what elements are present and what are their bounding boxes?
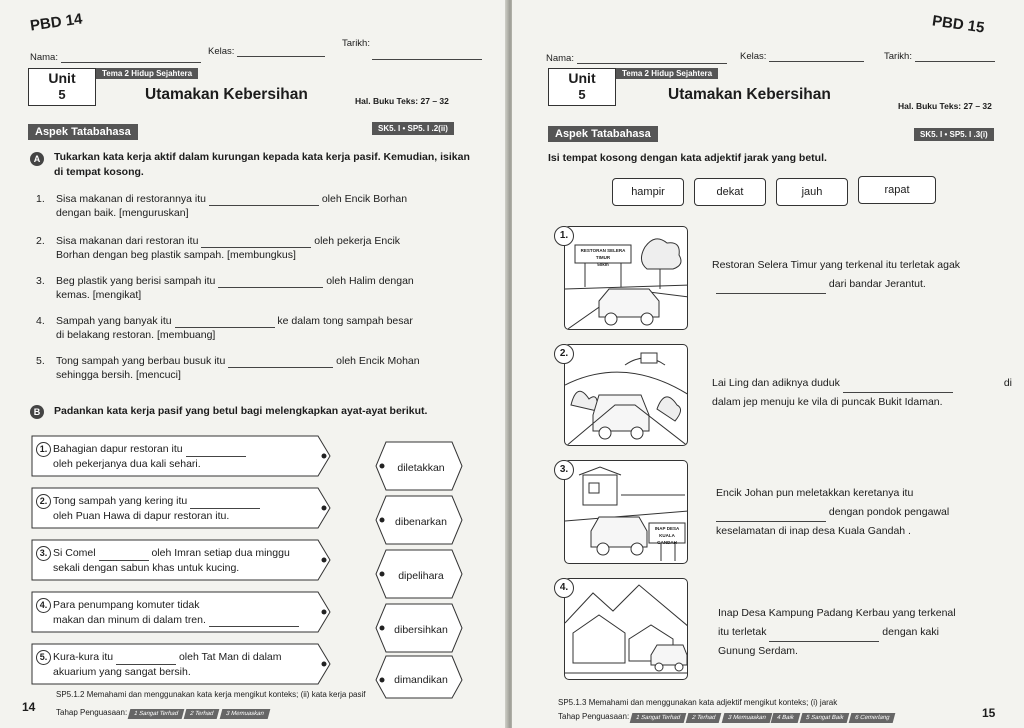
picture-1 [564, 226, 688, 330]
homestay-mountain-illustration [565, 579, 688, 680]
picture-number: 1. [554, 226, 574, 246]
question-b-4: 4. Para penumpang komuter tidak makan dan minum di dalam tren. [36, 598, 316, 627]
page-title: Utamakan Kebersihan [145, 86, 308, 103]
answer-blank[interactable] [209, 205, 319, 206]
restaurant-road-illustration [565, 227, 688, 330]
tema-tag: Tema 2 Hidup Sejahtera [616, 68, 718, 79]
pbd-label: PBD 14 [29, 10, 84, 35]
section-a-badge: A [30, 152, 44, 166]
option-b-2[interactable]: dibenarkan [395, 516, 447, 528]
option-b-4[interactable]: dibersihkan [394, 624, 448, 636]
page-number: 14 [22, 700, 36, 714]
footer-tahap: Tahap Penguasaan: 1 Sangat Terhad 2 Terhad 3 Memuaskan [56, 708, 270, 719]
right-page [512, 0, 1024, 728]
picture-number: 2. [554, 344, 574, 364]
word-dekat[interactable]: dekat [694, 178, 766, 206]
section-a-instruction [30, 150, 470, 180]
tarikh-label: Tarikh: [884, 51, 995, 62]
instruction: Isi tempat kosong dengan kata adjektif jarak yang betul. [548, 152, 827, 164]
answer-blank[interactable] [716, 293, 826, 294]
option-b-3[interactable]: dipelihara [398, 570, 444, 582]
hal-buku-teks: Hal. Buku Teks: 27 – 32 [355, 96, 449, 106]
kelas-label: Kelas: [208, 46, 325, 57]
answer-blank[interactable] [769, 641, 879, 642]
answer-blank[interactable] [716, 521, 826, 522]
answer-blank[interactable] [228, 367, 333, 368]
item-4-text: Inap Desa Kampung Padang Kerbau yang terkenal itu terletak dengan kaki Gunung Serdam. [718, 607, 956, 657]
unit-number: 5 [58, 87, 66, 102]
aspek-label: Aspek Tatabahasa [28, 124, 138, 140]
hal-buku-teks: Hal. Buku Teks: 27 – 32 [898, 101, 992, 111]
question-a-1: 1. Sisa makanan di restorannya itu oleh Encik Borhan dengan baik. [menguruskan] [36, 193, 408, 219]
word-hampir[interactable]: hampir [612, 178, 684, 206]
word-rapat[interactable]: rapat [858, 176, 936, 204]
tarikh-label: Tarikh: [342, 38, 482, 60]
section-b-text: Padankan kata kerja pasif yang betul bagi melengkapkan ayat-ayat berikut. [54, 405, 428, 417]
footer-sp: SP5.1.3 Memahami dan menggunakan kata adjektif mengikut konteks; (i) jarak [558, 698, 838, 707]
sign-text: INAP DESA KUALA GANDAH [654, 526, 680, 545]
unit-label: Unit [48, 70, 76, 86]
page-title: Utamakan Kebersihan [668, 86, 831, 103]
picture-3 [564, 460, 688, 564]
aspek-label: Aspek Tatabahasa [548, 126, 658, 142]
question-a-4: 4. Sampah yang banyak itu ke dalam tong sampah besar di belakang restoran. [membuang] [36, 315, 413, 341]
question-b-2: 2. Tong sampah yang kering itu oleh Puan Hawa di dapur restoran itu. [36, 494, 316, 523]
word-jauh[interactable]: jauh [776, 178, 848, 206]
unit-number: 5 [578, 87, 586, 102]
tema-tag: Tema 2 Hidup Sejahtera [96, 68, 198, 79]
kelas-label: Kelas: [740, 51, 864, 62]
nama-label: Nama: [546, 53, 727, 64]
answer-blank[interactable] [175, 327, 275, 328]
answer-blank[interactable] [218, 287, 323, 288]
sk-code: SK5. I • SP5. I .2(ii) [372, 122, 454, 135]
item-2-text: Lai Ling dan adiknya duduk di dalam jep menuju ke vila di puncak Bukit Idaman. [712, 377, 1012, 408]
picture-number: 3. [554, 460, 574, 480]
question-a-5: 5. Tong sampah yang berbau busuk itu oleh Encik Mohan sehingga bersih. [mencuci] [36, 355, 420, 381]
section-b-instruction [30, 404, 470, 419]
picture-4 [564, 578, 688, 680]
jeep-hill-illustration [565, 345, 688, 446]
page-number: 15 [982, 706, 996, 720]
question-a-3: 3. Beg plastik yang berisi sampah itu oleh Halim dengan kemas. [mengikat] [36, 275, 414, 301]
nama-label: Nama: [30, 52, 201, 63]
footer-sp: SP5.1.2 Memahami dan menggunakan kata kerja mengikut konteks; (ii) kata kerja pasif [56, 690, 366, 699]
sign-text: RESTORAN SELERA TIMUR 50km [580, 248, 626, 267]
option-b-5[interactable]: dimandikan [394, 674, 448, 686]
answer-blank[interactable] [843, 392, 953, 393]
answer-blank[interactable] [201, 247, 311, 248]
picture-2 [564, 344, 688, 446]
item-3-text: Encik Johan pun meletakkan keretanya itu dengan pondok pengawal keselamatan di inap desa Kuala Gandah . [716, 487, 950, 537]
unit-box [28, 68, 96, 106]
section-b-badge: B [30, 405, 44, 419]
sk-code: SK5. I • SP5. I .3(i) [914, 128, 994, 141]
footer-tahap: Tahap Penguasaan: 1 Sangat Terhad 2 Terhad 3 Memuaskan 4 Baik 5 Sangat Baik 6 Cemerlang [558, 712, 897, 723]
item-1-text: Restoran Selera Timur yang terkenal itu terletak agak dari bandar Jerantut. [712, 256, 1012, 294]
guardhouse-illustration [565, 461, 688, 564]
question-b-5: 5. Kura-kura itu oleh Tat Man di dalam akuarium yang sangat bersih. [36, 650, 321, 679]
section-a-text: Tukarkan kata kerja aktif dalam kurungan kepada kata kerja pasif. Kemudian, isikan di tempat kosong. [54, 151, 470, 178]
left-page [0, 0, 508, 728]
picture-number: 4. [554, 578, 574, 598]
unit-label: Unit [568, 70, 596, 86]
option-b-1[interactable]: diletakkan [397, 462, 445, 474]
pbd-label: PBD 15 [931, 12, 986, 37]
question-a-2: 2. Sisa makanan dari restoran itu oleh pekerja Encik Borhan dengan beg plastik sampah. [membungkus] [36, 235, 401, 261]
question-b-3: 3. Si Comel oleh Imran setiap dua minggu sekali dengan sabun khas untuk kucing. [36, 546, 321, 575]
question-b-1: 1. Bahagian dapur restoran itu oleh pekerjanya dua kali sehari. [36, 442, 316, 471]
unit-box [548, 68, 616, 106]
